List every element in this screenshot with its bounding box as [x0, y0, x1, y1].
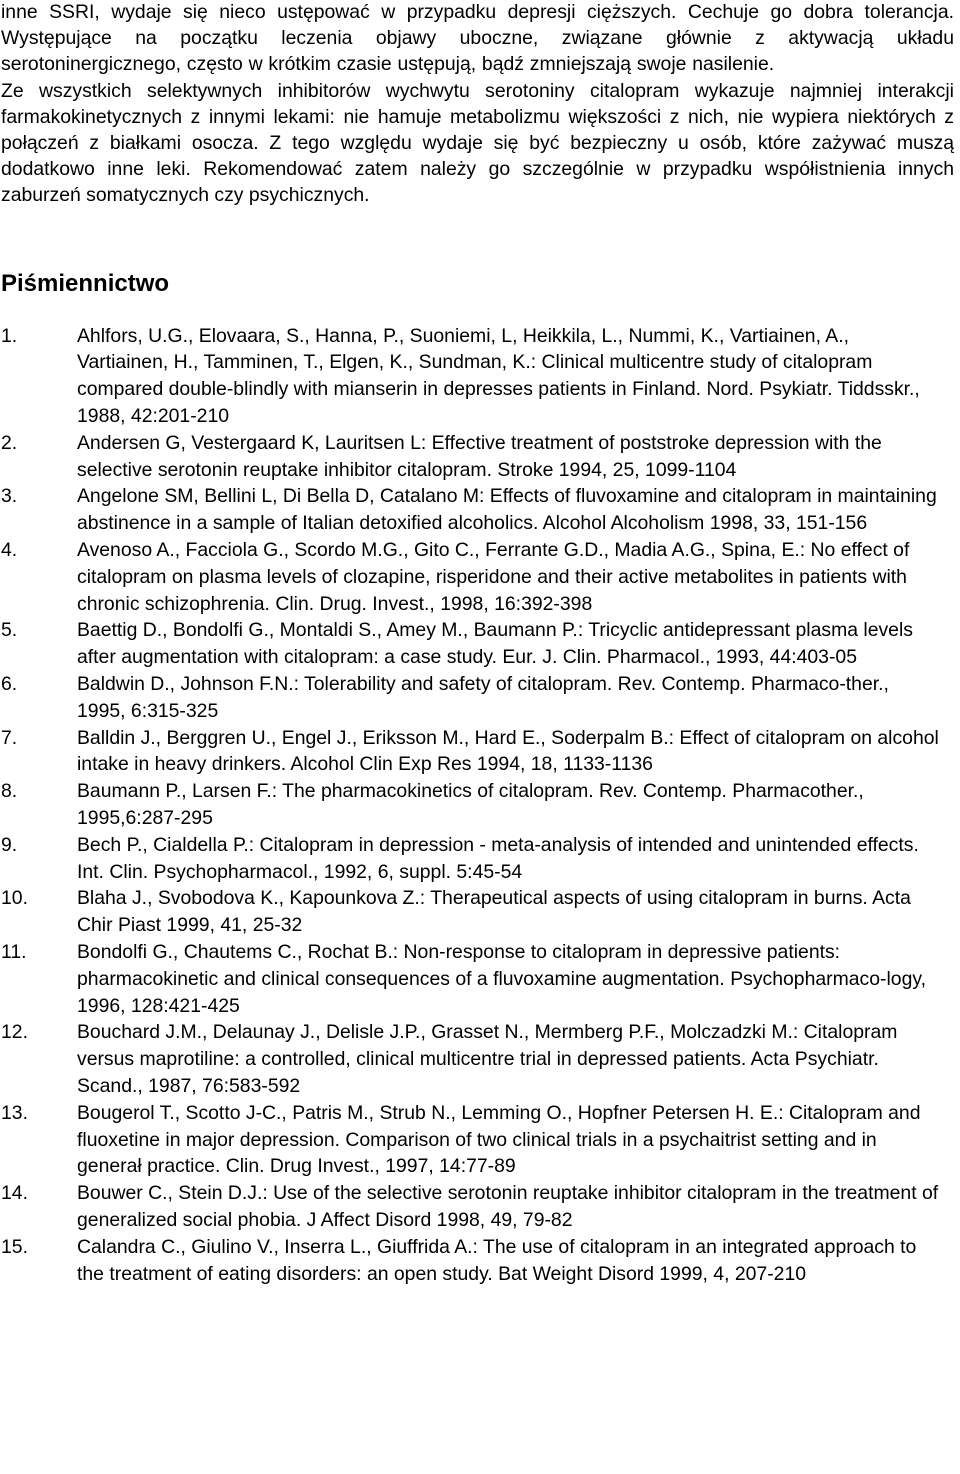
- reference-item: [1, 1234, 954, 1288]
- reference-number: 7.: [1, 726, 18, 749]
- reference-item: [1, 778, 954, 832]
- reference-text: Bech P., Cialdella P.: Citalopram in depression - meta-analysis of intended and unintended effects. Int. Clin. Psychopharmacol., 1992, 6, suppl. 5:45-54: [77, 833, 919, 883]
- reference-number: 13.: [1, 1101, 28, 1124]
- reference-number: 8.: [1, 780, 18, 803]
- reference-item: [1, 323, 954, 430]
- section-heading: Piśmiennictwo: [1, 269, 170, 297]
- reference-item: [1, 483, 954, 537]
- reference-number: 11.: [1, 940, 27, 963]
- reference-text: Baumann P., Larsen F.: The pharmacokinetics of citalopram. Rev. Contemp. Pharmacother., 1995,6:287-295: [77, 780, 864, 829]
- reference-text: Baettig D., Bondolfi G., Montaldi S., Amey M., Baumann P.: Tricyclic antidepressant plasma levels after augmentation with citalopram: a case study. Eur. J. Clin. Pharmacol., 1993, 44:403-05: [77, 619, 913, 669]
- reference-number: 14.: [1, 1182, 28, 1205]
- reference-text: Blaha J., Svobodova K., Kapounkova Z.: Therapeutical aspects of using citalopram in burns. Acta Chir Piast 1999, 41, 25-32: [77, 887, 911, 937]
- reference-number: 5.: [1, 619, 18, 642]
- reference-item: [1, 939, 954, 1019]
- reference-item: [1, 1100, 954, 1180]
- reference-number: 4.: [1, 539, 18, 561]
- reference-item: [1, 617, 954, 671]
- reference-text: Bouwer C., Stein D.J.: Use of the selective serotonin reuptake inhibitor citalopram in the treatment of generalized social phobia. J Affect Disord 1998, 49, 79-82: [77, 1182, 939, 1231]
- reference-item: [1, 832, 954, 886]
- reference-item: [1, 537, 954, 617]
- reference-text: Avenoso A., Facciola G., Scordo M.G., Gito C., Ferrante G.D., Madia A.G., Spina, E.: No effect of citalopram on plasma levels of clozapine, risperidone and their active metabolites in patients with chronic schizophrenia. Clin. Drug. Invest., 1998, 16:392-398: [77, 539, 910, 615]
- reference-text: Ahlfors, U.G., Elovaara, S., Hanna, P., Suoniemi, L, Heikkila, L., Nummi, K., Vartiainen, A., Vartiainen, H., Tamminen, T., Elgen, K., Sundman, K.: Clinical multicentre study of citalopram compared double-blindly with mianserin in depresses patients in Finland. Nord. Psykiatr. Tiddsskr., 1988, 42:201-210: [77, 324, 920, 428]
- reference-text: Angelone SM, Bellini L, Di Bella D, Catalano M: Effects of fluvoxamine and citalopram in maintaining abstinence in a sample of Italian detoxified alcoholics. Alcohol Alcoholism 1998, 33, 151-156: [77, 485, 937, 535]
- reference-number: 3.: [1, 485, 18, 508]
- reference-list: [1, 323, 954, 1288]
- body-paragraph: Ze wszystkich selektywnych inhibitorów wychwytu serotoniny citalopram wykazuje najmniej interakcji farmakokinetycznych z innymi lekami: nie hamuje metabolizmu większości z nich, nie wypiera niektórych z połączeń z białkami osocza. Z tego względu wydaje się być bezpieczny u osób, które zażywać muszą dodatkowo inne leki. Rekomendować zatem należy go szczególnie w przypadku współistnienia innych zaburzeń somatycznych czy psychicznych.: [1, 79, 954, 207]
- reference-number: 15.: [1, 1235, 28, 1258]
- reference-item: [1, 725, 954, 779]
- reference-text: Andersen G, Vestergaard K, Lauritsen L: Effective treatment of poststroke depression with the selective serotonin reuptake inhibitor citalopram. Stroke 1994, 25, 1099-1104: [77, 431, 882, 481]
- reference-number: 2.: [1, 431, 18, 454]
- reference-text: Bouchard J.M., Delaunay J., Delisle J.P., Grasset N., Mermberg P.F., Molczadzki M.: Citalopram versus maprotiline: a controlled, clinical multicentre trial in depressed patients. Acta Psychiatr. Scand., 1987, 76:583-592: [77, 1021, 898, 1097]
- reference-item: [1, 1180, 954, 1234]
- reference-item: [1, 885, 954, 939]
- reference-number: 1.: [1, 324, 18, 347]
- reference-item: [1, 430, 954, 484]
- reference-item: [1, 1019, 954, 1099]
- reference-text: Bondolfi G., Chautems C., Rochat B.: Non-response to citalopram in depressive patients: pharmacokinetic and clinical consequences of a fluvoxamine augmentation. Psychopharmaco-logy, 1996, 128:421-425: [77, 940, 926, 1017]
- reference-number: 6.: [1, 672, 18, 695]
- reference-number: 9.: [1, 833, 18, 856]
- reference-item: [1, 671, 954, 725]
- reference-number: 12.: [1, 1021, 28, 1044]
- reference-text: Balldin J., Berggren U., Engel J., Eriksson M., Hard E., Soderpalm B.: Effect of citalopram on alcohol intake in heavy drinkers. Alcohol Clin Exp Res 1994, 18, 1133-1136: [77, 726, 939, 776]
- reference-text: Bougerol T., Scotto J-C., Patris M., Strub N., Lemming O., Hopfner Petersen H. E.: Citalopram and fluoxetine in major depression. Comparison of two clinical trials in a psychaitrist setting and in generał practice. Clin. Drug Invest., 1997, 14:77-89: [77, 1101, 921, 1178]
- body-paragraph: inne SSRI, wydaje się nieco ustępować w przypadku depresji cięższych. Cechuje go dobra tolerancja. Występujące na początku leczenia objawy uboczne, związane głównie z aktywacją układu serotoninergicznego, często w krótkim czasie ustępują, bądź zmniejszają swoje nasilenie.: [1, 1, 954, 76]
- reference-text: Baldwin D., Johnson F.N.: Tolerability and safety of citalopram. Rev. Contemp. Pharmaco-ther., 1995, 6:315-325: [77, 672, 889, 722]
- reference-text: Calandra C., Giulino V., Inserra L., Giuffrida A.: The use of citalopram in an integrated approach to the treatment of eating disorders: an open study. Bat Weight Disord 1999, 4, 207-210: [77, 1235, 917, 1285]
- reference-number: 10.: [1, 887, 28, 910]
